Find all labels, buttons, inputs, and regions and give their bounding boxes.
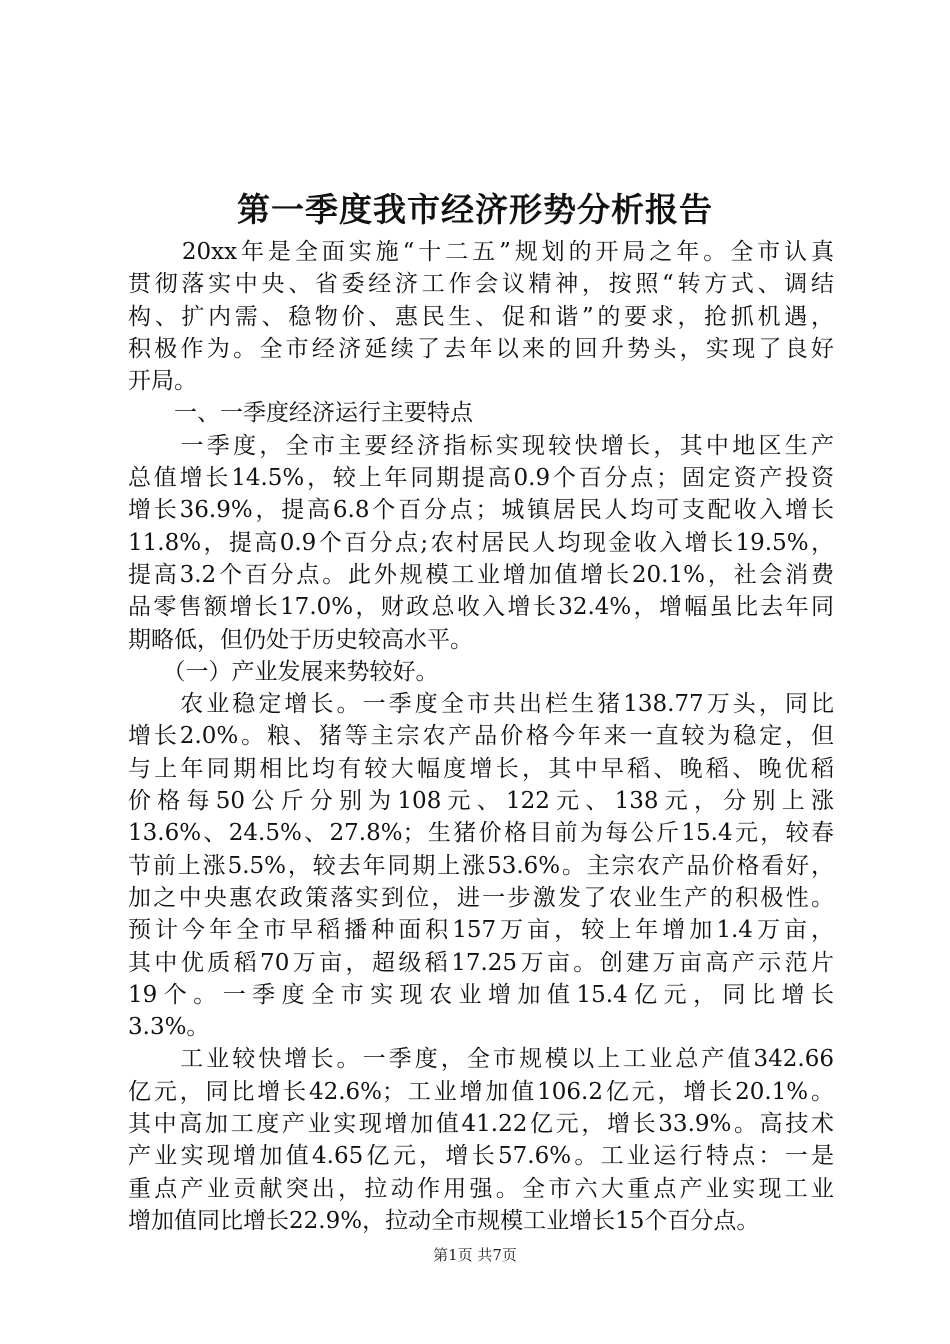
document-title: 第一季度我市经济形势分析报告 xyxy=(237,190,713,229)
text-line: （一）产业发展来势较好。 xyxy=(128,658,439,685)
text-line: 其中高加工度产业实现增加值41.22亿元，增长33.9%。高技术 xyxy=(128,1111,834,1138)
page-footer: 第1页 共7页 xyxy=(433,1246,517,1264)
text-line: 11.8%，提高0.9个百分点;农村居民人均现金收入增长19.5%， xyxy=(128,529,834,556)
text-line: 13.6%、24.5%、27.8%；生猪价格目前为每公斤15.4元，较春 xyxy=(128,820,834,847)
text-line: 其中优质稻70万亩，超级稻17.25万亩。创建万亩高产示范片 xyxy=(128,949,834,976)
text-line: 产业实现增加值4.65亿元，增长57.6%。工业运行特点：一是 xyxy=(128,1143,834,1170)
text-line: 亿元，同比增长42.6%；工业增加值106.2亿元，增长20.1%。 xyxy=(128,1078,834,1105)
text-line: 20xx年是全面实施“十二五”规划的开局之年。全市认真 xyxy=(128,239,834,265)
text-line: 预计今年全市早稻播种面积157万亩，较上年增加1.4万亩， xyxy=(128,917,834,944)
text-line: 开局。 xyxy=(128,368,197,395)
text-line: 贯彻落实中央、省委经济工作会议精神，按照“转方式、调结 xyxy=(128,271,834,298)
text-line: 增加值同比增长22.9%，拉动全市规模工业增长15个百分点。 xyxy=(128,1207,760,1234)
text-line: 重点产业贡献突出，拉动作用强。全市六大重点产业实现工业 xyxy=(128,1175,834,1202)
text-line: 期略低，但仍处于历史较高水平。 xyxy=(128,626,473,653)
document-body xyxy=(128,236,834,1237)
text-line: 积极作为。全市经济延续了去年以来的回升势头，实现了良好 xyxy=(128,335,834,362)
text-line: 价格每50公斤分别为108元、122元、138元，分别上涨 xyxy=(128,788,834,815)
text-line: 19个。一季度全市实现农业增加值15.4亿元，同比增长 xyxy=(128,981,834,1008)
text-line: 农业稳定增长。一季度全市共出栏生猪138.77万头，同比 xyxy=(128,691,834,718)
text-line: 工业较快增长。一季度，全市规模以上工业总产值342.66 xyxy=(128,1046,834,1073)
text-line: 增长2.0%。粮、猪等主宗农产品价格今年来一直较为稳定，但 xyxy=(128,723,834,750)
text-line: 提高3.2个百分点。此外规模工业增加值增长20.1%，社会消费 xyxy=(128,561,834,588)
text-line: 3.3%。 xyxy=(128,1014,210,1041)
text-line: 一季度，全市主要经济指标实现较快增长，其中地区生产 xyxy=(128,432,834,459)
text-line: 构、扩内需、稳物价、惠民生、促和谐”的要求，抢抓机遇， xyxy=(128,303,834,330)
text-line: 品零售额增长17.0%，财政总收入增长32.4%，增幅虽比去年同 xyxy=(128,594,834,621)
text-line: 与上年同期相比均有较大幅度增长，其中早稻、晚稻、晚优稻 xyxy=(128,755,834,782)
text-line: 增长36.9%，提高6.8个百分点；城镇居民人均可支配收入增长 xyxy=(128,497,834,524)
text-line: 加之中央惠农政策落实到位，进一步激发了农业生产的积极性。 xyxy=(128,884,834,911)
text-line: 总值增长14.5%，较上年同期提高0.9个百分点；固定资产投资 xyxy=(128,465,834,492)
text-line: 节前上涨5.5%，较去年同期上涨53.6%。主宗农产品价格看好， xyxy=(128,852,834,879)
text-line: 一、一季度经济运行主要特点 xyxy=(128,400,473,427)
